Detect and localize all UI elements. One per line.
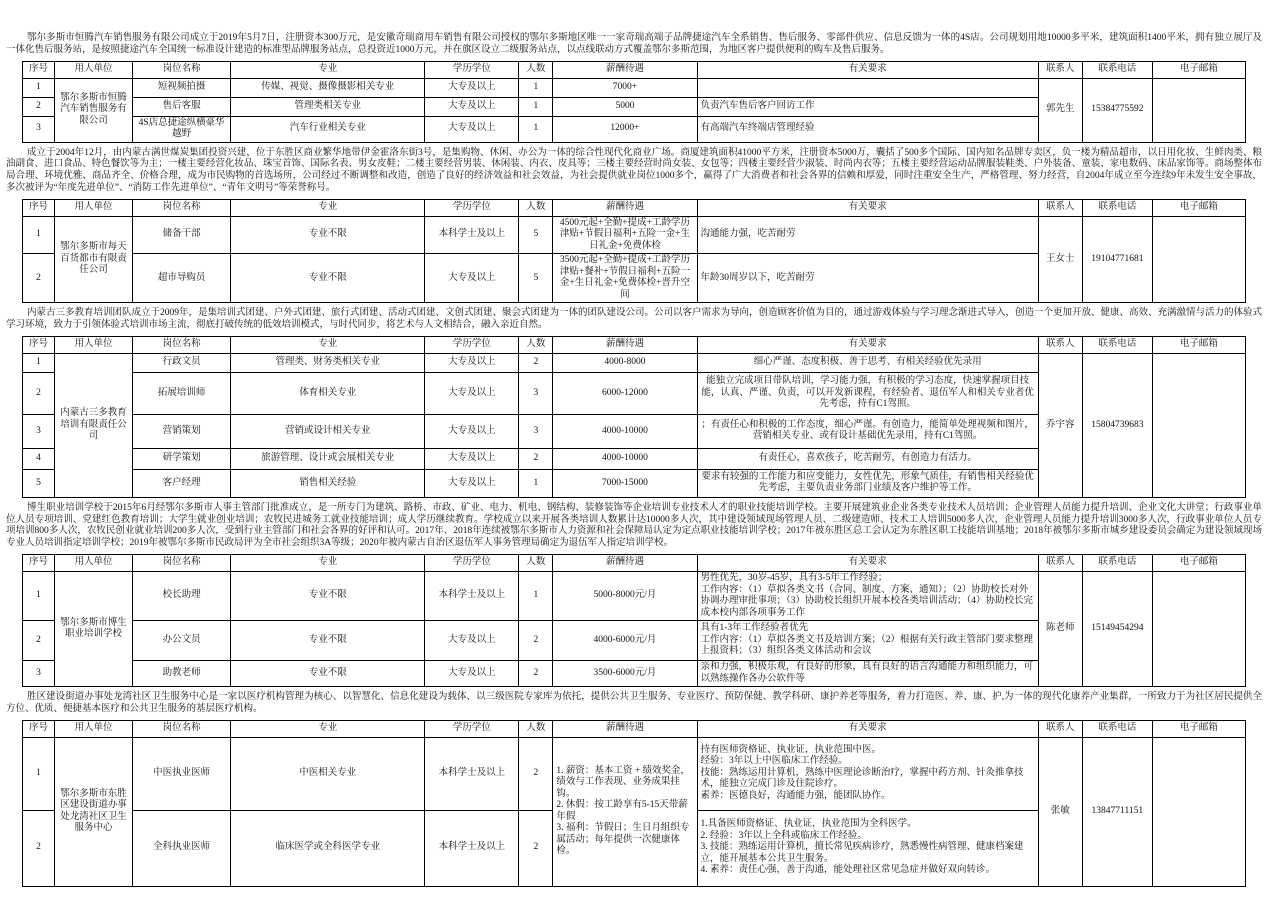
cell-seq: 3	[23, 116, 55, 142]
job-table-hengteng	[22, 61, 1246, 143]
cell-position: 储备干部	[133, 216, 231, 254]
cell-salary: 12000+	[553, 116, 697, 142]
cell-count: 2	[519, 621, 553, 661]
cell-requirements: 具有1-3年工作经验者优先 工作内容：（1）草拟各类文书及培训方案；（2）根据有关行政主管部门要求整理上报资料；（3）组织各类文体活动和会议	[697, 621, 1038, 661]
table-header-row	[23, 720, 1246, 737]
cell-position: 研学策划	[133, 448, 231, 469]
cell-contact-phone: 19104771681	[1082, 216, 1152, 303]
header-contact-name: 联系人	[1038, 555, 1082, 572]
cell-requirements: 1.具备医师资格证、执业证，执业范围为全科医学。 2. 经验：3年以上全科或临床工作经验。 3. 技能：熟练运用计算机，擅长常见疾病诊疗，熟悉慢性病管理、健康档案建立，能开展基本公共卫生服务。 4. 素养：责任心强，善于沟通，能处理社区常见急症并做好双向转诊。	[697, 810, 1038, 886]
cell-requirements: 负责汽车售后客户回访工作	[697, 97, 1038, 116]
header-requirements: 有关要求	[697, 61, 1038, 78]
cell-major: 专业不限	[231, 254, 425, 303]
table-header-row	[23, 336, 1246, 353]
company-intro-meitian: 成立于2004年12月，由内蒙古满世煤炭集团投资兴建，位于东胜区商业繁华地带伊金霍洛东街3号，是集购物、休闲、办公为一体的综合性现代化商业广场。商厦建筑面积41000平方米，注册资本5000万，囊括了500多个国际、国内知名品牌专卖区，负一楼为精品超市，以日用化妆、生鲜肉类、粮油副食、进口食品、特色餐饮等为主；一楼主要经营化妆品、珠宝首饰、国际名表、男女皮鞋；二楼主要经营男装、休闲装、内衣、皮具等；三楼主要经营时尚女装、女包等；四楼主要经营少淑装、时尚内衣等；五楼主要经营运动品牌服装鞋类、户外装备、童装、家电数码、床品家饰等。商场整体布局合理、环境优雅、商品齐全、价格合理，成为市民购物的首选场所，公司经过不断调整和改造，创造了良好的经济效益和社会效益，为社会提供就业岗位1000多个，赢得了广大消费者和社会各界的信赖和厚爱，同时注重安全生产，严格管理、努力经营，自2004年成立至今连续9年未发生安全事故，多次被评为“年度先进单位”、“消防工作先进单位”、“青年文明号”等荣誉称号。	[6, 147, 1262, 193]
cell-contact-name: 陈老师	[1038, 572, 1082, 687]
header-contact-name: 联系人	[1038, 199, 1082, 216]
cell-degree: 本科学士及以上	[425, 737, 519, 810]
cell-count: 1	[519, 469, 553, 497]
cell-degree: 大专及以上	[425, 97, 519, 116]
header-position: 岗位名称	[133, 555, 231, 572]
cell-count: 2	[519, 810, 553, 886]
header-major: 专业	[231, 555, 425, 572]
cell-seq: 1	[23, 216, 55, 254]
cell-requirements: 细心严谨、态度积极、善于思考、有相关经验优先录用	[697, 353, 1038, 372]
company-intro-bosheng: 博生职业培训学校于2015年6月经鄂尔多斯市人事主管部门批准成立，是一所专门为建筑、路桥、市政、矿业、电力、机电、钢结构、装修装饰等企业培训专业技术人才的职业技能培训学校。主要开展建筑业企业各类专业技术人员培训；企业管理人员能力提升培训、企业文化大讲堂；行政事业单位人员专项培训、党建红色教育培训；大学生就业创业培训；农牧民进城务工就业技能培训；成人学历继续教育。学校成立以来开展各类培训人数累计达10000多人次，其中建设领域现场管理人员、二级建造师、技术工人培训5000多人次，企业管理人员能力提升培训3000多人次，行政事业单位人员专项培训800多人次，农牧民创业就业培训200多人次，受到行业主管部门和社会各界的好评和认可。2017年、2018年连续被鄂尔多斯市人力资源和社会保障局认定为定点职业技能培训学校；2017年被东胜区总工会认定为东胜区职工技能培训基地；2018年被鄂尔多斯市城乡建设委员会确定为建设领域现场专业人员培训指定培训学校；2019年被鄂尔多斯市民政局评为全市社会组织3A等级；2020年被内蒙古自治区退伍军人事务管理局确定为退伍军人指定培训学校。	[6, 502, 1262, 549]
header-contact-phone: 联系电话	[1082, 336, 1152, 353]
cell-position: 4S店总捷途纵横豪华越野	[133, 116, 231, 142]
cell-contact-name: 张敏	[1038, 737, 1082, 886]
cell-position: 售后客服	[133, 97, 231, 116]
company-intro-longwan-clinic: 胜区建设街道办事处龙湾社区卫生服务中心是一家以医疗机构管理为核心、以智慧化、信息化建设为载体、以三级医院专家库为依托，提供公共卫生服务、专业医疗、预防保健、教学科研、康护养老等服务，着力打造医、养、康、护,为一体的现代化康养产业集群，一所致力于为社区居民提供全方位、优质、便捷基本医疗和公共卫生服务的基层医疗机构。	[6, 692, 1262, 714]
header-email: 电子邮箱	[1152, 720, 1245, 737]
header-email: 电子邮箱	[1152, 61, 1245, 78]
cell-seq: 3	[23, 661, 55, 687]
cell-degree: 本科学士及以上	[425, 810, 519, 886]
table-row	[23, 216, 1246, 254]
header-requirements: 有关要求	[697, 199, 1038, 216]
cell-requirements: 有高端汽车终端店管理经验	[697, 116, 1038, 142]
header-seq: 序号	[23, 336, 55, 353]
header-employer: 用人单位	[55, 336, 133, 353]
cell-count: 1	[519, 116, 553, 142]
header-salary: 薪酬待遇	[553, 61, 697, 78]
cell-requirements	[697, 78, 1038, 97]
cell-salary: 5000	[553, 97, 697, 116]
cell-position: 超市导购员	[133, 254, 231, 303]
header-requirements: 有关要求	[697, 555, 1038, 572]
header-degree: 学历学位	[425, 555, 519, 572]
header-email: 电子邮箱	[1152, 199, 1245, 216]
cell-major: 旅游管理、设计或会展相关专业	[231, 448, 425, 469]
cell-count: 3	[519, 414, 553, 448]
cell-contact-name: 郭先生	[1038, 78, 1082, 142]
cell-salary: 4000-10000	[553, 448, 697, 469]
header-employer: 用人单位	[55, 199, 133, 216]
header-seq: 序号	[23, 199, 55, 216]
cell-count: 2	[519, 353, 553, 372]
cell-salary: 4000-6000元/月	[553, 621, 697, 661]
cell-email	[1152, 216, 1245, 303]
cell-position: 中医执业医师	[133, 737, 231, 810]
header-position: 岗位名称	[133, 61, 231, 78]
header-major: 专业	[231, 720, 425, 737]
cell-position: 行政文员	[133, 353, 231, 372]
cell-degree: 大专及以上	[425, 372, 519, 414]
header-seq: 序号	[23, 555, 55, 572]
cell-employer: 内蒙古三多教育培训有限责任公司	[55, 353, 133, 497]
job-table-meitian	[22, 199, 1246, 304]
cell-major: 汽车行业相关专业	[231, 116, 425, 142]
header-major: 专业	[231, 336, 425, 353]
header-position: 岗位名称	[133, 199, 231, 216]
cell-major: 中医相关专业	[231, 737, 425, 810]
cell-salary: 7000+	[553, 78, 697, 97]
header-position: 岗位名称	[133, 720, 231, 737]
header-requirements: 有关要求	[697, 336, 1038, 353]
cell-seq: 4	[23, 448, 55, 469]
cell-major: 体育相关专业	[231, 372, 425, 414]
cell-major: 专业不限	[231, 572, 425, 621]
cell-seq: 1	[23, 737, 55, 810]
cell-major: 专业不限	[231, 661, 425, 687]
header-email: 电子邮箱	[1152, 555, 1245, 572]
header-degree: 学历学位	[425, 61, 519, 78]
header-degree: 学历学位	[425, 720, 519, 737]
header-salary: 薪酬待遇	[553, 336, 697, 353]
header-requirements: 有关要求	[697, 720, 1038, 737]
cell-seq: 1	[23, 78, 55, 97]
cell-requirements: 持有医师资格证、执业证，执业范围中医。 经验：3年以上中医临床工作经验。 技能：熟练运用计算机，熟练中医理论诊断治疗，掌握中药方剂、针灸推拿技术，能独立完成门诊及住院诊疗。 素养：医德良好，沟通能力强，能团队协作。	[697, 737, 1038, 810]
cell-seq: 1	[23, 353, 55, 372]
cell-email	[1152, 737, 1245, 886]
cell-seq: 2	[23, 97, 55, 116]
header-degree: 学历学位	[425, 199, 519, 216]
cell-major: 营销或设计相关专业	[231, 414, 425, 448]
cell-contact-phone: 15384775592	[1082, 78, 1152, 142]
cell-seq: 2	[23, 254, 55, 303]
job-table-longwan-clinic	[22, 720, 1246, 887]
cell-seq: 2	[23, 621, 55, 661]
cell-requirements: 年龄30周岁以下，吃苦耐劳	[697, 254, 1038, 303]
table-header-row	[23, 555, 1246, 572]
header-major: 专业	[231, 199, 425, 216]
header-contact-name: 联系人	[1038, 720, 1082, 737]
cell-degree: 大专及以上	[425, 353, 519, 372]
cell-contact-name: 王女士	[1038, 216, 1082, 303]
cell-count: 2	[519, 737, 553, 810]
cell-seq: 2	[23, 372, 55, 414]
header-email: 电子邮箱	[1152, 336, 1245, 353]
header-contact-phone: 联系电话	[1082, 199, 1152, 216]
cell-salary: 4000-8000	[553, 353, 697, 372]
cell-seq: 3	[23, 414, 55, 448]
cell-requirements: 要求有较强的工作能力和应变能力，女性优先，形象气质佳，有销售相关经验优先考虑，主要负责业务部门业绩及客户维护等工作。	[697, 469, 1038, 497]
cell-major: 管理类相关专业	[231, 97, 425, 116]
cell-major: 专业不限	[231, 216, 425, 254]
header-position: 岗位名称	[133, 336, 231, 353]
header-degree: 学历学位	[425, 336, 519, 353]
cell-salary: 3500-6000元/月	[553, 661, 697, 687]
header-employer: 用人单位	[55, 720, 133, 737]
cell-degree: 大专及以上	[425, 448, 519, 469]
cell-count: 2	[519, 661, 553, 687]
header-contact-phone: 联系电话	[1082, 555, 1152, 572]
cell-employer: 鄂尔多斯市东胜区建设街道办事处龙湾社区卫生服务中心	[55, 737, 133, 886]
cell-contact-phone: 15149454294	[1082, 572, 1152, 687]
table-header-row	[23, 199, 1246, 216]
cell-email	[1152, 572, 1245, 687]
company-intro-hengteng: 鄂尔多斯市恒腾汽车销售服务有限公司成立于2019年5月7日，注册资本300万元，是安徽奇瑞商用车销售有限公司授权的鄂尔多斯地区唯一一家奇瑞高端子品牌捷途汽车全系销售、售后服务、零部件供应、信息反馈为一体的4S店。公司规划用地10000多平米，建筑面积1400平米，拥有独立展厅及一体化售后服务站，是按照捷途汽车全国统一标准设计建造的标准型品牌服务站点，总投资近1000万元，并在旗区设立二级服务站点，以点线联动方式覆盖鄂尔多斯范围，为地区客户提供便利的购车及售后服务。	[6, 33, 1262, 55]
header-seq: 序号	[23, 720, 55, 737]
header-contact-phone: 联系电话	[1082, 720, 1152, 737]
cell-contact-name: 乔宇容	[1038, 353, 1082, 497]
cell-salary: 4500元起+全勤+提成+工龄学历津贴+节假日福利+五险一金+生日礼金+免费体检	[553, 216, 697, 254]
cell-contact-phone: 13847711151	[1082, 737, 1152, 886]
cell-position: 校长助理	[133, 572, 231, 621]
cell-salary: 1. 薪资：基本工资 + 绩效奖金，绩效与工作表现、业务成果挂钩。 2. 休假：按工龄享有5-15天带薪年假 3. 福利：节假日；生日月组织专属活动；每年提供一次健康体检。	[553, 737, 697, 886]
cell-degree: 本科学士及以上	[425, 216, 519, 254]
cell-position: 办公文员	[133, 621, 231, 661]
header-salary: 薪酬待遇	[553, 199, 697, 216]
cell-salary: 4000-10000	[553, 414, 697, 448]
cell-employer: 鄂尔多斯市恒腾汽车销售服务有限公司	[55, 78, 133, 142]
company-intro-sanduo: 内蒙古三多教育培训团队成立于2009年，是集培训式团建、户外式团建、旅行式团建、活动式团建、文创式团建、聚会式团建为一体的团队建设公司。公司以客户需求为导向，创造顾客价值为目的，通过游戏体验与学习理念渐进式导入，创造一个更加开放、健康、高效、充满激情与活力的体验式学习环境，致力于引领体验式培训市场主流，彻底打破传统的低效培训模式，与时代同步，将艺术与人文相结合，融入亲近自然。	[6, 308, 1263, 331]
header-contact-name: 联系人	[1038, 336, 1082, 353]
cell-degree: 大专及以上	[425, 116, 519, 142]
cell-count: 1	[519, 97, 553, 116]
cell-requirements: 男性优先，30岁-45岁，具有3-5年工作经验； 工作内容：（1）草拟各类文书（合同、制度、方案、通知）；（2）协助校长对外协调办理审批事项；（3）协助校长组织开展本校各类培训活动；（4）协助校长完成本校内部各项事务工作	[697, 572, 1038, 621]
cell-degree: 大专及以上	[425, 661, 519, 687]
cell-requirements: 沟通能力强，吃苦耐劳	[697, 216, 1038, 254]
header-salary: 薪酬待遇	[553, 555, 697, 572]
header-count: 人数	[519, 199, 553, 216]
header-count: 人数	[519, 336, 553, 353]
cell-contact-phone: 15804739683	[1082, 353, 1152, 497]
cell-degree: 大专及以上	[425, 78, 519, 97]
table-row	[23, 353, 1246, 372]
job-table-sanduo	[22, 336, 1246, 498]
cell-email	[1152, 353, 1245, 497]
cell-seq: 2	[23, 810, 55, 886]
cell-salary: 7000-15000	[553, 469, 697, 497]
header-employer: 用人单位	[55, 61, 133, 78]
cell-degree: 大专及以上	[425, 469, 519, 497]
cell-requirements: ；有责任心和积极的工作态度，细心严谨。有创造力，能简单处理视频和图片，营销相关专业、或有设计基础优先录用，持有C1驾照。	[697, 414, 1038, 448]
header-count: 人数	[519, 555, 553, 572]
cell-major: 管理类、财务类相关专业	[231, 353, 425, 372]
header-seq: 序号	[23, 61, 55, 78]
cell-count: 3	[519, 372, 553, 414]
header-count: 人数	[519, 61, 553, 78]
cell-requirements: 能独立完成项目带队培训，学习能力强，有积极的学习态度，快速掌握项目技能，认真、严谨、负责，可以开发新课程，有经验者、退伍军人和相关专业者优先考虑，持有C1驾照。	[697, 372, 1038, 414]
cell-seq: 5	[23, 469, 55, 497]
cell-degree: 大专及以上	[425, 621, 519, 661]
cell-count: 5	[519, 216, 553, 254]
job-table-bosheng	[22, 554, 1246, 687]
cell-employer: 鄂尔多斯市每天百货都市有限责任公司	[55, 216, 133, 303]
cell-salary: 5000-8000元/月	[553, 572, 697, 621]
cell-position: 拓展培训师	[133, 372, 231, 414]
cell-salary: 3500元起+全勤+提成+工龄学历津贴+餐补+节假日福利+五险一金+生日礼金+免费体检+晋升空间	[553, 254, 697, 303]
cell-major: 临床医学或全科医学专业	[231, 810, 425, 886]
cell-position: 全科执业医师	[133, 810, 231, 886]
cell-requirements: 亲和力强，积极乐观，有良好的形象，具有良好的语言沟通能力和组织能力，可以熟练操作各办公软件等	[697, 661, 1038, 687]
header-count: 人数	[519, 720, 553, 737]
cell-position: 客户经理	[133, 469, 231, 497]
header-employer: 用人单位	[55, 555, 133, 572]
header-contact-phone: 联系电话	[1082, 61, 1152, 78]
cell-degree: 大专及以上	[425, 414, 519, 448]
header-contact-name: 联系人	[1038, 61, 1082, 78]
header-major: 专业	[231, 61, 425, 78]
cell-email	[1152, 78, 1245, 142]
cell-major: 销售相关经验	[231, 469, 425, 497]
cell-seq: 1	[23, 572, 55, 621]
cell-count: 5	[519, 254, 553, 303]
header-salary: 薪酬待遇	[553, 720, 697, 737]
cell-employer: 鄂尔多斯市博生职业培训学校	[55, 572, 133, 687]
cell-requirements: 有责任心，喜欢孩子，吃苦耐劳，有创造力有活力。	[697, 448, 1038, 469]
cell-count: 2	[519, 448, 553, 469]
table-header-row	[23, 61, 1246, 78]
cell-degree: 本科学士及以上	[425, 572, 519, 621]
cell-position: 营销策划	[133, 414, 231, 448]
cell-major: 专业不限	[231, 621, 425, 661]
table-row	[23, 78, 1246, 97]
cell-position: 短视频拍摄	[133, 78, 231, 97]
table-row	[23, 572, 1246, 621]
table-row	[23, 737, 1246, 810]
cell-count: 1	[519, 572, 553, 621]
cell-salary: 6000-12000	[553, 372, 697, 414]
cell-count: 1	[519, 78, 553, 97]
cell-major: 传媒、视觉、摄像摄影相关专业	[231, 78, 425, 97]
cell-degree: 大专及以上	[425, 254, 519, 303]
cell-position: 助教老师	[133, 661, 231, 687]
